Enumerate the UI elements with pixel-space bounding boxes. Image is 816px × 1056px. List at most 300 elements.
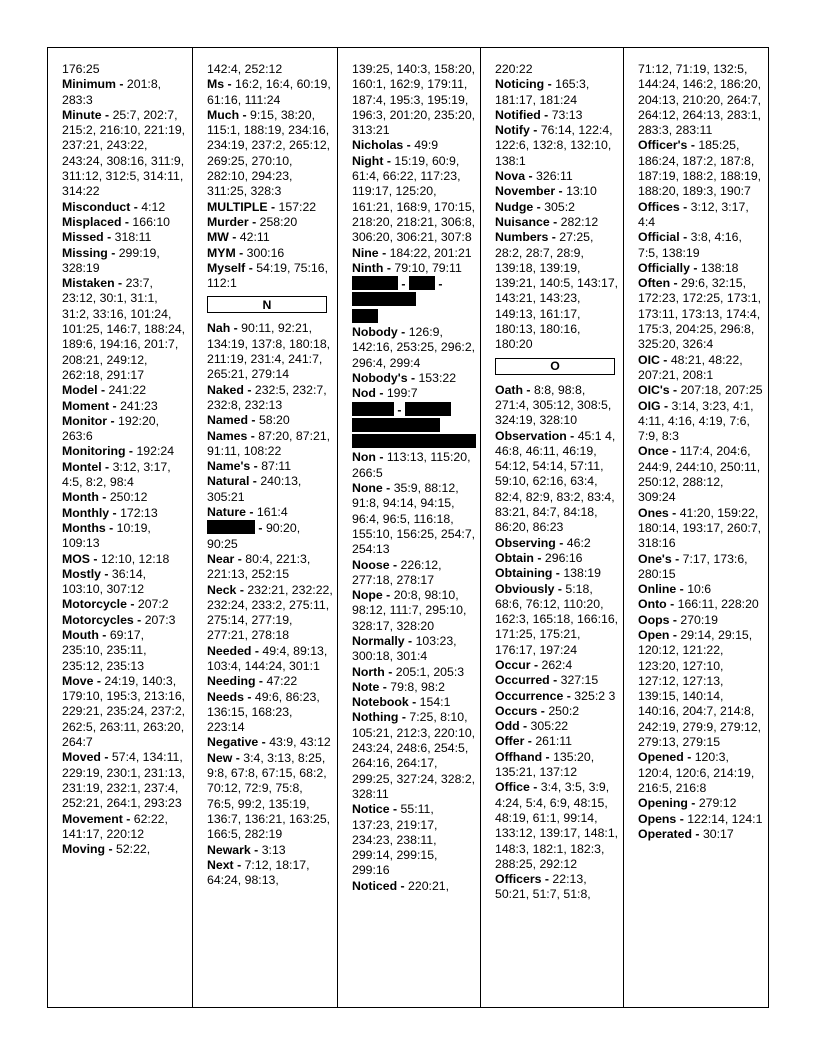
- index-term: Next: [207, 857, 234, 872]
- index-term: Months: [62, 520, 106, 535]
- index-entry: Negative - 43:9, 43:12: [207, 735, 331, 750]
- page-line-refs: 54:19, 75:16, 112:1: [207, 260, 329, 291]
- page-line-refs: 22:13, 50:21, 51:7, 51:8,: [495, 872, 591, 902]
- index-term: Observation: [495, 428, 567, 443]
- index-entry: Observation - 45:1 4, 46:8, 46:11, 46:19, 54:12, 54:14, 57:11, 59:10, 62:16, 63:4, 82:4, 82:9, 83:2, 83:4, 83:21, 84:7, 84:18, 86:20, 86:23: [495, 428, 616, 535]
- page-line-refs: 55:11, 137:23, 219:17, 234:23, 238:11, 299:14, 299:15, 299:16: [352, 802, 438, 878]
- page-line-refs: 9:15, 38:20, 115:1, 188:19, 234:16, 234:19, 237:2, 265:12, 269:25, 270:10, 282:10, 294:23, 311:25, 328:3: [207, 107, 331, 199]
- index-entry: Moment - 241:23: [62, 398, 158, 413]
- page-line-refs: 226:12, 277:18, 278:17: [352, 557, 442, 587]
- index-entry: Observing - 46:2: [495, 535, 591, 550]
- index-entry: Opens - 122:14, 124:1: [638, 811, 763, 826]
- index-term: Noticing: [495, 77, 545, 92]
- index-term: Named: [207, 413, 249, 428]
- page-line-refs: 49:4, 89:13, 103:4, 144:24, 301:1: [207, 643, 328, 673]
- index-entry: Month - 250:12: [62, 490, 148, 505]
- index-entry: Once - 117:4, 204:6, 244:9, 244:10, 250:11, 250:12, 288:12, 309:24: [638, 444, 761, 505]
- index-entry: Night - 15:19, 60:9, 61:4, 66:22, 117:23, 119:17, 125:20, 161:21, 168:9, 170:15, 218:20, 218:21, 306:8, 306:20, 306:21, 307:8: [352, 153, 476, 245]
- page-line-refs: 103:23, 300:18, 301:4: [352, 633, 457, 664]
- index-entry: Officers - 22:13, 50:21, 51:7, 51:8,: [495, 872, 591, 902]
- index-term: Notice: [352, 802, 390, 817]
- page-line-refs: 305:2: [544, 199, 575, 214]
- page-line-refs: 46:2: [566, 535, 591, 550]
- index-entry: New - 3:4, 3:13, 8:25, 9:8, 67:8, 67:15, 68:2, 70:12, 72:9, 75:8, 76:5, 99:2, 135:19, 136:7, 136:21, 163:25, 166:5, 282:19: [207, 750, 331, 842]
- index-entry: Needs - 49:6, 86:23, 136:15, 168:23, 223:14: [207, 689, 320, 735]
- index-term: Notebook: [352, 695, 409, 710]
- index-entry: Odd - 305:22: [495, 719, 569, 734]
- index-term: Nope: [352, 588, 383, 603]
- page-line-refs: 207:18, 207:25: [680, 383, 763, 398]
- index-entry: MULTIPLE - 157:22: [207, 199, 317, 214]
- page-line-refs: 232:21, 232:22, 232:24, 233:2, 275:11, 275:14, 277:19, 277:21, 278:18: [207, 582, 333, 643]
- index-entry: Neck - 232:21, 232:22, 232:24, 233:2, 275:11, 275:14, 277:19, 277:21, 278:18: [207, 582, 333, 643]
- page-line-refs: 41:20, 159:22, 180:14, 193:17, 260:7, 318:16: [638, 505, 762, 551]
- index-term: Murder: [207, 214, 249, 229]
- index-entry: Officially - 138:18: [638, 260, 739, 275]
- index-term: Obtain: [495, 550, 534, 565]
- page-line-refs: 30:17: [702, 826, 734, 841]
- index-term: Nah: [207, 321, 231, 336]
- page-line-refs: 76:14, 122:4, 122:6, 132:8, 132:10, 138:1: [495, 123, 613, 168]
- index-entry: Note - 79:8, 98:2: [352, 679, 445, 694]
- index-term: Nod: [352, 386, 376, 401]
- page-line-refs: 153:22: [418, 370, 457, 385]
- index-term: North: [352, 664, 385, 679]
- index-entry: Noticing - 165:3, 181:17, 181:24: [495, 77, 590, 107]
- index-term: Observing: [495, 535, 556, 550]
- page-line-refs: 117:4, 204:6, 244:9, 244:10, 250:11, 250:12, 288:12, 309:24: [638, 444, 761, 505]
- index-entry: Ninth - 79:10, 79:11: [352, 260, 462, 275]
- index-term: Opening: [638, 796, 688, 811]
- index-page-frame: [47, 47, 769, 1008]
- index-term: Operated: [638, 826, 692, 841]
- page-line-refs: 154:1: [419, 695, 451, 710]
- index-entry: Offices - 3:12, 3:17, 4:4: [638, 199, 749, 229]
- index-term: New: [207, 750, 233, 765]
- page-line-refs: 71:12, 71:19, 132:5, 144:24, 146:2, 186:20, 204:13, 210:20, 264:7, 264:12, 264:13, 283:1, 283:3, 283:11: [638, 62, 762, 138]
- index-entry: Minimum - 201:8, 283:3: [62, 77, 162, 107]
- index-term: Odd: [495, 719, 520, 734]
- page-line-refs: 250:2: [548, 703, 580, 718]
- index-entry: Opened - 120:3, 120:4, 120:6, 214:19, 216:5, 216:8: [638, 750, 755, 795]
- index-term: Missed: [62, 230, 104, 245]
- index-entry: Ones - 41:20, 159:22, 180:14, 193:17, 260:7, 318:16: [638, 505, 762, 551]
- page-line-refs: 4:12: [141, 199, 166, 214]
- page-line-refs: 250:12: [109, 490, 148, 505]
- index-term: None: [352, 481, 383, 496]
- index-entry: Notify - 76:14, 122:4, 122:6, 132:8, 132:10, 138:1: [495, 123, 613, 168]
- page-line-refs: 43:9, 43:12: [269, 735, 331, 750]
- index-term: Office: [495, 780, 530, 795]
- index-entry: Murder - 258:20: [207, 214, 298, 229]
- index-entry: Naked - 232:5, 232:7, 232:8, 232:13: [207, 382, 327, 412]
- index-entry: MOS - 12:10, 12:18: [62, 551, 170, 566]
- page-line-refs: 87:11: [261, 459, 292, 474]
- index-entry: Occurs - 250:2: [495, 703, 580, 718]
- index-entry: - -: [352, 276, 476, 309]
- page-line-refs: 15:19, 60:9, 61:4, 66:22, 117:23, 119:17, 125:20, 161:21, 168:9, 170:15, 218:20, 218:21, 306:8, 306:20, 306:21, 307:8: [352, 153, 476, 245]
- index-entry: Montel - 3:12, 3:17, 4:5, 8:2, 98:4: [62, 459, 171, 490]
- index-entry: Nicholas - 49:9: [352, 138, 439, 153]
- index-term: Motorcycles: [62, 612, 134, 627]
- page-line-refs: 113:13, 115:20, 266:5: [352, 450, 471, 480]
- index-term: Misconduct: [62, 199, 131, 214]
- page-line-refs: 27:25, 28:2, 28:7, 28:9, 139:18, 139:19, 139:21, 140:5, 143:17, 143:21, 143:23, 149:13, 161:17, 180:13, 180:16, 180:20: [495, 230, 619, 352]
- index-entry: Nod - 199:7: [352, 386, 418, 401]
- index-term: Model: [62, 383, 98, 398]
- index-term: Noose: [352, 557, 390, 572]
- page-line-refs: 3:12, 3:17, 4:4: [638, 199, 749, 229]
- index-column-2: [193, 48, 338, 1007]
- page-line-refs: 241:23: [120, 398, 158, 413]
- index-term: Monitoring: [62, 444, 126, 459]
- index-term: One's: [638, 551, 672, 566]
- index-term: Ninth: [352, 260, 384, 275]
- index-entry: Obviously - 5:18, 68:6, 76:12, 110:20, 162:3, 165:18, 166:16, 171:25, 175:21, 176:17, 197:24: [495, 581, 619, 657]
- index-term: Mouth: [62, 627, 99, 642]
- redaction-box: [352, 309, 378, 323]
- page-line-refs: 122:14, 124:1: [687, 811, 763, 826]
- page-line-refs: 45:1 4, 46:8, 46:11, 46:19, 54:12, 54:14, 57:11, 59:10, 62:16, 63:4, 82:4, 82:9, 83:2, 83:4, 83:21, 84:7, 84:18, 86:20, 86:23: [495, 428, 616, 535]
- page-line-refs: 42:11: [239, 230, 270, 245]
- index-term: OIC: [638, 352, 660, 367]
- index-term: Often: [638, 276, 671, 291]
- index-entry: One's - 7:17, 173:6, 280:15: [638, 551, 748, 581]
- page-line-refs: 7:25, 8:10, 105:21, 212:3, 220:10, 243:24, 248:6, 254:5, 264:16, 264:17, 299:25, 327:24, 328:2, 328:11: [352, 710, 476, 801]
- index-entry: Non - 113:13, 115:20, 266:5: [352, 450, 471, 480]
- index-entry: Model - 241:22: [62, 383, 147, 398]
- index-entry: Normally - 103:23, 300:18, 301:4: [352, 633, 457, 664]
- page-line-refs: 240:13, 305:21: [207, 474, 302, 504]
- index-entry: Occur - 262:4: [495, 657, 573, 672]
- index-term: OIC's: [638, 383, 670, 398]
- page-line-refs: 7:17, 173:6, 280:15: [638, 551, 748, 581]
- index-term: Night: [352, 153, 384, 168]
- index-term: Occurrence: [495, 688, 564, 703]
- index-entry: Newark - 3:13: [207, 842, 286, 857]
- index-term: Moved: [62, 750, 101, 765]
- page-line-refs: 120:3, 120:4, 120:6, 214:19, 216:5, 216:8: [638, 750, 755, 795]
- index-entry: Offer - 261:11: [495, 734, 573, 749]
- index-entry: Next - 7:12, 18:17, 64:24, 98:13,: [207, 857, 310, 888]
- index-term: Nine: [352, 245, 379, 260]
- index-entry: Misplaced - 166:10: [62, 214, 171, 229]
- page-line-refs: 80:4, 221:3, 221:13, 252:15: [207, 551, 311, 582]
- index-entry: Name's - 87:11: [207, 459, 292, 474]
- page-line-refs: 73:13: [551, 107, 583, 122]
- index-entry: Operated - 30:17: [638, 826, 734, 841]
- index-term: Non: [352, 450, 376, 465]
- index-term: Montel: [62, 459, 102, 474]
- index-entry: [638, 62, 764, 138]
- redaction-box: [352, 434, 476, 448]
- index-entry: Needing - 47:22: [207, 674, 298, 689]
- page-line-refs: 258:20: [259, 214, 298, 229]
- page-line-refs: 166:10: [132, 214, 171, 229]
- index-entry: Missing - 299:19, 328:19: [62, 245, 160, 275]
- index-entry: Near - 80:4, 221:3, 221:13, 252:15: [207, 551, 311, 582]
- page-line-refs: 205:1, 205:3: [395, 664, 465, 679]
- index-term: Offices: [638, 199, 680, 214]
- page-line-refs: 207:3: [144, 612, 176, 627]
- index-term: Month: [62, 490, 99, 505]
- index-entry: Mistaken - 23:7, 23:12, 30:1, 31:1, 31:2, 33:16, 101:24, 101:25, 146:7, 188:24, 189:6, 194:16, 201:7, 208:21, 249:12, 262:18, 291:17: [62, 276, 186, 382]
- index-term: Nothing: [352, 710, 399, 725]
- page-line-refs: 138:19: [563, 566, 601, 581]
- page-line-refs: 87:20, 87:21, 91:11, 108:22: [207, 428, 331, 458]
- index-term: Officer's: [638, 138, 688, 153]
- page-line-refs: 157:22: [278, 199, 317, 214]
- index-entry: Much - 9:15, 38:20, 115:1, 188:19, 234:16, 234:19, 237:2, 265:12, 269:25, 270:10, 282:10, 294:23, 311:25, 328:3: [207, 107, 331, 199]
- page-line-refs: 325:2 3: [574, 688, 616, 703]
- index-entry: Needed - 49:4, 89:13, 103:4, 144:24, 301:1: [207, 643, 328, 673]
- index-entry: Moving - 52:22,: [62, 842, 151, 857]
- index-term: MYM: [207, 245, 236, 260]
- redaction-box: [352, 402, 394, 416]
- page-line-refs: 326:11: [536, 169, 573, 184]
- page-line-refs: 305:22: [530, 719, 569, 734]
- index-term: Myself: [207, 260, 246, 275]
- page-line-refs: 142:4, 252:12: [207, 62, 283, 76]
- index-entry: Obtain - 296:16: [495, 550, 583, 565]
- index-entry: Noose - 226:12, 277:18, 278:17: [352, 557, 442, 587]
- page-line-refs: 3:4, 3:13, 8:25, 9:8, 67:8, 67:15, 68:2, 70:12, 72:9, 75:8, 76:5, 99:2, 135:19, 136:7, 136:21, 163:25, 166:5, 282:19: [207, 750, 331, 842]
- index-term: Offhand: [495, 749, 543, 764]
- page-line-refs: 192:24: [136, 444, 175, 459]
- index-term: Nicholas: [352, 138, 404, 153]
- index-entry: [352, 434, 476, 450]
- index-term: Needs: [207, 689, 244, 704]
- index-entry: Occurred - 327:15: [495, 673, 599, 688]
- index-column-3: [338, 48, 481, 1007]
- page-line-refs: 49:9: [414, 138, 439, 153]
- index-term: OIG: [638, 398, 661, 413]
- index-term: Mostly: [62, 566, 101, 581]
- index-entry: Numbers - 27:25, 28:2, 28:7, 28:9, 139:18, 139:19, 139:21, 140:5, 143:17, 143:21, 143:23, 149:13, 161:17, 180:13, 180:16, 180:20: [495, 230, 619, 352]
- index-term: Move: [62, 673, 94, 688]
- page-line-refs: 192:20, 263:6: [62, 413, 160, 444]
- index-term: November: [495, 184, 556, 199]
- index-entry: Noticed - 220:21,: [352, 878, 450, 893]
- page-line-refs: 10:19, 109:13: [62, 520, 151, 551]
- index-entry: Nature - 161:4: [207, 505, 288, 520]
- index-entry: Mostly - 36:14, 103:10, 307:12: [62, 566, 147, 597]
- index-entry: Movement - 62:22, 141:17, 220:12: [62, 811, 168, 841]
- page-line-refs: 201:8, 283:3: [62, 77, 162, 107]
- index-term: Needing: [207, 674, 256, 689]
- index-term: Missing: [62, 245, 108, 260]
- page-line-refs: 12:10, 12:18: [100, 551, 170, 566]
- index-term: Onto: [638, 597, 667, 612]
- index-term: Note: [352, 679, 380, 694]
- page-line-refs: 207:2: [137, 597, 169, 612]
- page-line-refs: 220:21,: [408, 878, 450, 893]
- index-entry: Nine - 184:22, 201:21: [352, 245, 472, 260]
- index-term: Once: [638, 444, 669, 459]
- index-term: MOS: [62, 551, 91, 566]
- index-entry: Minute - 25:7, 202:7, 215:2, 216:10, 221:19, 237:21, 243:22, 243:24, 308:16, 311:9, 311:12, 312:5, 314:11, 314:22: [62, 107, 186, 199]
- page-line-refs: 232:5, 232:7, 232:8, 232:13: [207, 382, 327, 412]
- index-term: Minute: [62, 107, 102, 122]
- redaction-box: [409, 276, 435, 290]
- page-line-refs: 135:20, 135:21, 137:12: [495, 749, 595, 780]
- index-entry: Nobody - 126:9, 142:16, 253:25, 296:2, 296:4, 299:4: [352, 325, 476, 370]
- index-entry: November - 13:10: [495, 184, 597, 199]
- index-entry: Months - 10:19, 109:13: [62, 520, 151, 551]
- index-term: Notified: [495, 107, 541, 122]
- redaction-box: [405, 402, 451, 416]
- index-entry: Nothing - 7:25, 8:10, 105:21, 212:3, 220:10, 243:24, 248:6, 254:5, 264:16, 264:17, 299:25, 327:24, 328:2, 328:11: [352, 710, 476, 801]
- index-entry: Misconduct - 4:12: [62, 199, 166, 214]
- index-term: Nobody: [352, 325, 398, 340]
- page-line-refs: 185:25, 186:24, 187:2, 187:8, 187:19, 188:2, 188:19, 188:20, 189:3, 190:7: [638, 138, 762, 199]
- page-line-refs: 126:9, 142:16, 253:25, 296:2, 296:4, 299:4: [352, 325, 476, 370]
- index-term: Moment: [62, 398, 110, 413]
- index-term: Nuisance: [495, 214, 550, 229]
- index-term: Monthly: [62, 505, 110, 520]
- index-entry: Monitoring - 192:24: [62, 444, 175, 459]
- page-line-refs: 3:14, 3:23, 4:1, 4:11, 4:16, 4:19, 7:6, 7:9, 8:3: [638, 398, 754, 444]
- page-line-refs: 166:11, 228:20: [677, 597, 759, 612]
- index-entry: Oops - 270:19: [638, 612, 718, 627]
- index-term: Near: [207, 551, 235, 566]
- index-term: Numbers: [495, 230, 549, 245]
- index-term: Notify: [495, 123, 530, 138]
- index-entry: Offhand - 135:20, 135:21, 137:12: [495, 749, 595, 780]
- page-line-refs: 49:6, 86:23, 136:15, 168:23, 223:14: [207, 689, 320, 735]
- page-line-refs: 7:12, 18:17, 64:24, 98:13,: [207, 857, 310, 888]
- index-entry: [495, 62, 619, 77]
- page-line-refs: 90:20, 90:25: [207, 521, 301, 551]
- index-term: Oops: [638, 612, 670, 627]
- index-entry: Often - 29:6, 32:15, 172:23, 172:25, 173:1, 173:11, 173:13, 174:4, 175:3, 204:25, 296:8, 325:20, 326:4: [638, 276, 762, 352]
- page-line-refs: 165:3, 181:17, 181:24: [495, 77, 590, 107]
- page-line-refs: 8:8, 98:8, 271:4, 305:12, 308:5, 324:19, 328:10: [495, 382, 612, 428]
- index-entry: Named - 58:20: [207, 413, 290, 428]
- index-term: MULTIPLE: [207, 199, 268, 214]
- page-line-refs: 241:22: [108, 383, 147, 398]
- index-entry: North - 205:1, 205:3: [352, 664, 465, 679]
- index-entry: Official - 3:8, 4:16, 7:5, 138:19: [638, 230, 742, 260]
- index-entry: Nova - 326:11: [495, 169, 573, 184]
- index-column-4: [481, 48, 624, 1007]
- index-term: Open: [638, 627, 670, 642]
- page-line-refs: 35:9, 88:12, 91:8, 94:14, 94:15, 96:4, 96:5, 116:18, 155:10, 156:25, 254:7, 254:13: [352, 481, 476, 557]
- index-term: Nova: [495, 169, 526, 184]
- index-term: Ones: [638, 505, 669, 520]
- redaction-box: [352, 292, 416, 306]
- section-letter-header: O: [495, 358, 615, 375]
- index-entry: Oath - 8:8, 98:8, 271:4, 305:12, 308:5, 324:19, 328:10: [495, 382, 612, 428]
- page-line-refs: 3:13: [261, 842, 286, 857]
- index-entry: Myself - 54:19, 75:16, 112:1: [207, 260, 329, 291]
- index-term: Occur: [495, 657, 531, 672]
- index-entry: Names - 87:20, 87:21, 91:11, 108:22: [207, 428, 331, 458]
- page-line-refs: 29:6, 32:15, 172:23, 172:25, 173:1, 173:11, 173:13, 174:4, 175:3, 204:25, 296:8, 325:20, 326:4: [638, 276, 762, 352]
- page-line-refs: 47:22: [266, 674, 298, 689]
- index-term: Moving: [62, 842, 106, 857]
- index-entry: OIG - 3:14, 3:23, 4:1, 4:11, 4:16, 4:19, 7:6, 7:9, 8:3: [638, 398, 754, 444]
- index-entry: Natural - 240:13, 305:21: [207, 474, 302, 504]
- index-entry: MYM - 300:16: [207, 245, 285, 260]
- page-line-refs: 199:7: [386, 386, 418, 401]
- index-entry: Obtaining - 138:19: [495, 566, 601, 581]
- redaction-box: [352, 418, 440, 432]
- index-entry: Office - 3:4, 3:5, 3:9, 4:24, 5:4, 6:9, 48:15, 48:19, 61:1, 99:14, 133:12, 139:17, 148:1, 148:3, 182:1, 182:3, 288:25, 292:12: [495, 780, 619, 871]
- page-line-refs: 296:16: [544, 550, 583, 565]
- index-entry: - 90:20, 90:25: [207, 521, 301, 551]
- page-line-refs: 270:19: [680, 612, 718, 627]
- index-column-1: [48, 48, 193, 1007]
- index-term: Nobody's: [352, 370, 408, 385]
- index-entry: MW - 42:11: [207, 230, 270, 245]
- index-entry: OIC - 48:21, 48:22, 207:21, 208:1: [638, 352, 743, 382]
- page-line-refs: 13:10: [566, 184, 597, 199]
- index-term: MW: [207, 230, 229, 245]
- index-entry: None - 35:9, 88:12, 91:8, 94:14, 94:15, 96:4, 96:5, 116:18, 155:10, 156:25, 254:7, 254:13: [352, 481, 476, 557]
- index-term: Naked: [207, 382, 244, 397]
- page-line-refs: 184:22, 201:21: [389, 245, 472, 260]
- index-term: Movement: [62, 811, 123, 826]
- page-line-refs: 282:12: [560, 214, 599, 229]
- page-line-refs: 220:22: [495, 62, 533, 76]
- index-term: Obtaining: [495, 566, 553, 581]
- index-entry: OIC's - 207:18, 207:25: [638, 383, 763, 398]
- index-term: Opened: [638, 750, 684, 765]
- page-line-refs: 20:8, 98:10, 98:12, 111:7, 295:10, 328:17, 328:20: [352, 588, 467, 633]
- index-entry: -: [352, 402, 476, 418]
- page-line-refs: 79:8, 98:2: [390, 679, 445, 694]
- index-term: Mistaken: [62, 276, 115, 291]
- page-line-refs: 172:13: [120, 505, 158, 520]
- index-term: Monitor: [62, 413, 108, 428]
- index-entry: [352, 418, 476, 434]
- index-term: Minimum: [62, 77, 116, 92]
- index-entry: Missed - 318:11: [62, 230, 152, 245]
- page-line-refs: 23:7, 23:12, 30:1, 31:1, 31:2, 33:16, 101:24, 101:25, 146:7, 188:24, 189:6, 194:16, 201:7, 208:21, 249:12, 262:18, 291:17: [62, 276, 186, 382]
- page-line-refs: 16:2, 16:4, 60:19, 61:16, 111:24: [207, 77, 331, 107]
- page-line-refs: 10:6: [687, 582, 712, 597]
- index-column-5: [624, 48, 768, 1007]
- index-term: Nudge: [495, 199, 534, 214]
- index-term: Officers: [495, 872, 542, 887]
- index-term: Newark: [207, 842, 251, 857]
- index-term: Occurs: [495, 703, 538, 718]
- index-entry: Monthly - 172:13: [62, 505, 158, 520]
- index-entry: Motorcycle - 207:2: [62, 597, 169, 612]
- index-term: Nature: [207, 505, 246, 520]
- index-entry: Nope - 20:8, 98:10, 98:12, 111:7, 295:10, 328:17, 328:20: [352, 588, 467, 633]
- index-term: Oath: [495, 382, 524, 397]
- index-entry: Occurrence - 325:2 3: [495, 688, 616, 703]
- page-line-refs: 90:11, 92:21, 134:19, 137:8, 180:18, 211:19, 231:4, 241:7, 265:21, 279:14: [207, 321, 331, 382]
- index-term: Needed: [207, 643, 252, 658]
- index-entry: Monitor - 192:20, 263:6: [62, 413, 160, 444]
- index-entry: Notice - 55:11, 137:23, 219:17, 234:23, 238:11, 299:14, 299:15, 299:16: [352, 802, 438, 878]
- page-line-refs: 5:18, 68:6, 76:12, 110:20, 162:3, 165:18, 166:16, 171:25, 175:21, 176:17, 197:24: [495, 581, 619, 657]
- page-line-refs: 48:21, 48:22, 207:21, 208:1: [638, 352, 743, 382]
- page-line-refs: 161:4: [256, 505, 288, 520]
- index-entry: [207, 62, 333, 77]
- index-entry: Move - 24:19, 140:3, 179:10, 195:3, 213:16, 229:21, 235:24, 237:2, 262:5, 263:11, 263:20, 264:7: [62, 673, 186, 750]
- page-line-refs: 57:4, 134:11, 229:19, 230:1, 231:13, 231:19, 232:1, 237:4, 252:21, 264:1, 293:23: [62, 750, 186, 811]
- page-line-refs: 24:19, 140:3, 179:10, 195:3, 213:16, 229:21, 235:24, 237:2, 262:5, 263:11, 263:20, 264:7: [62, 673, 186, 750]
- index-term: Opens: [638, 811, 677, 826]
- page-line-refs: 279:12: [698, 796, 737, 811]
- index-entry: Nobody's - 153:22: [352, 370, 457, 385]
- index-entry: Ms - 16:2, 16:4, 60:19, 61:16, 111:24: [207, 77, 331, 107]
- page-line-refs: 261:11: [535, 734, 573, 749]
